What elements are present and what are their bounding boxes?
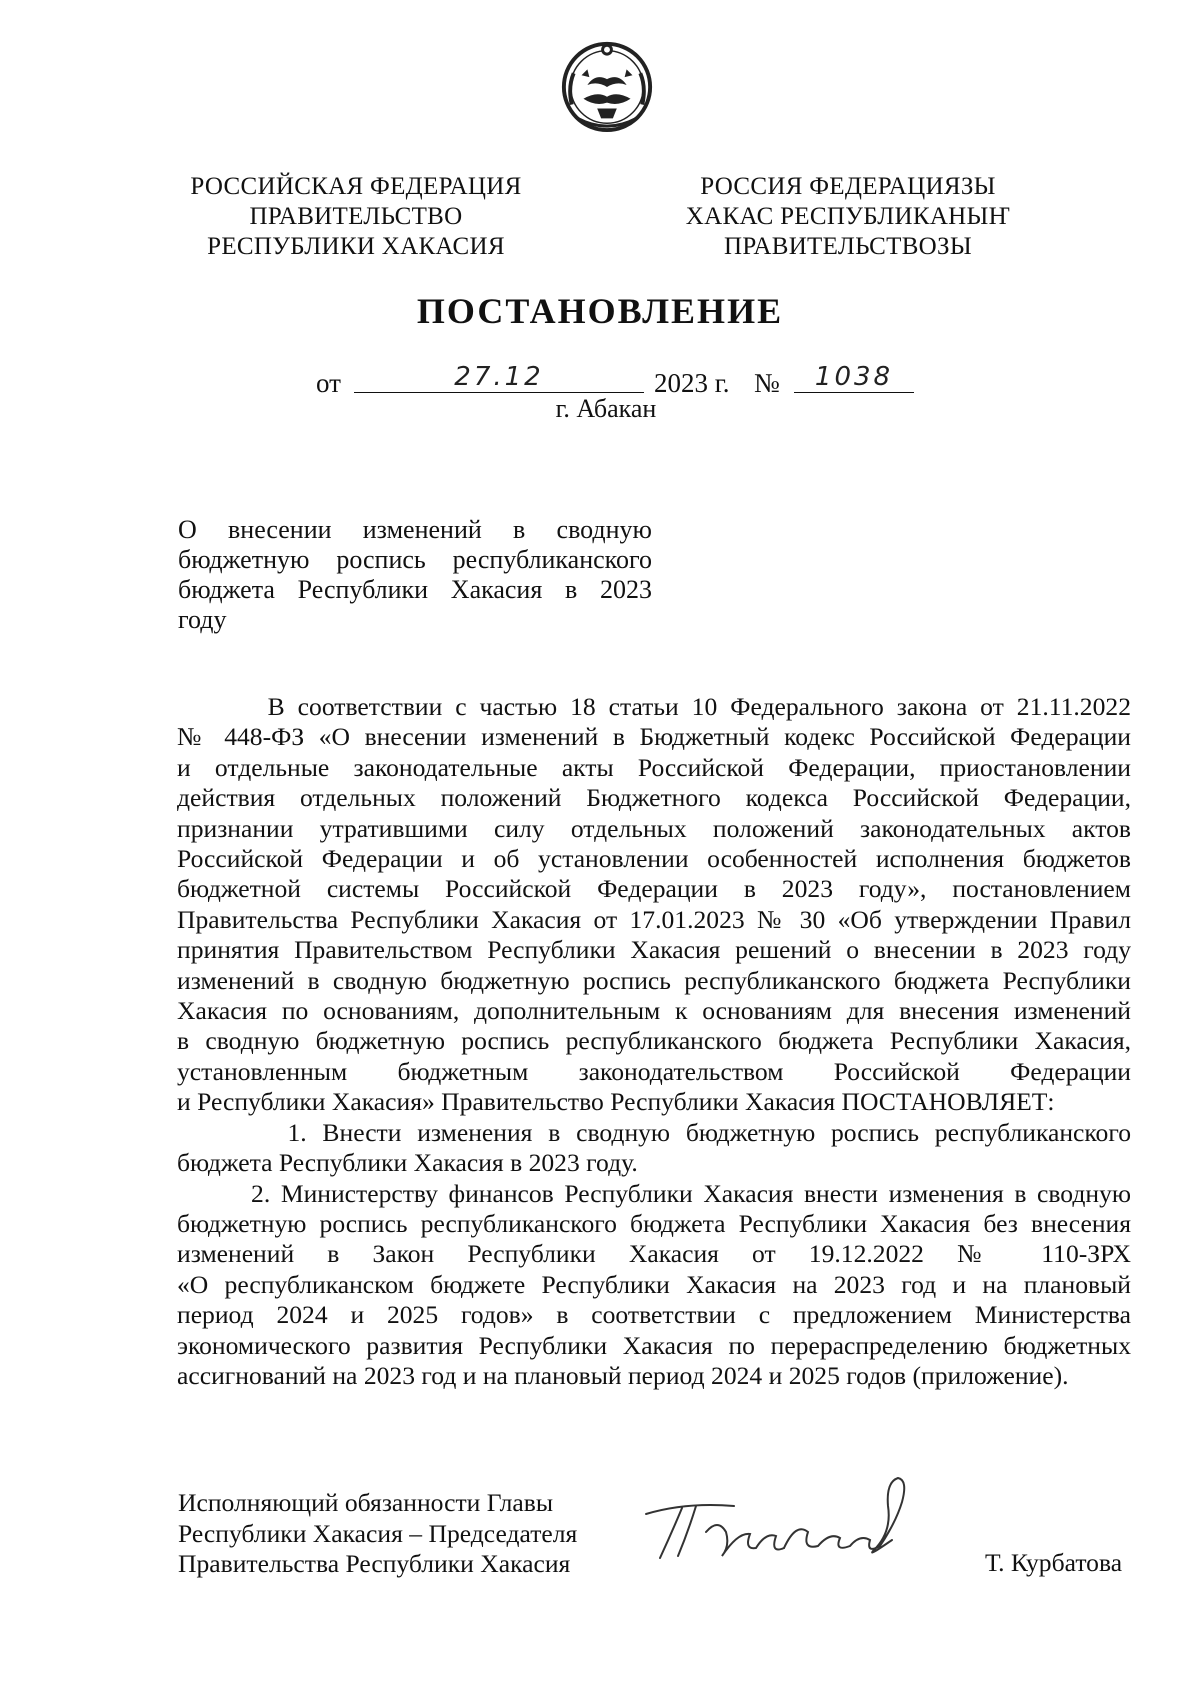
header-line: РЕСПУБЛИКИ ХАКАСИЯ [207, 233, 505, 260]
subject-line: году [178, 605, 227, 634]
text-line: 2. Министерству финансов Республики Хакасия внести изменения в сводную [177, 1178, 1131, 1208]
year-label: 2023 г. [654, 368, 730, 398]
number-label: № [754, 368, 780, 398]
text-line: «О республиканском бюджете Республики Хакасия на 2023 год и на плановый [177, 1269, 1131, 1299]
text-line: № 448-ФЗ «О внесении изменений в Бюджетный кодекс Российской Федерации [177, 722, 1131, 752]
text-line: Правительства Республики Хакасия от 17.01.2023 № 30 «Об утверждении Правил [177, 904, 1131, 934]
header-khakas [638, 172, 1058, 262]
item-1-paragraph [177, 1118, 1131, 1179]
header-line: ПРАВИТЕЛЬСТВОЗЫ [724, 233, 972, 260]
handwritten-signature [626, 1462, 946, 1572]
text-line: период 2024 и 2025 годов» в соответствии с предложением Министерства [177, 1300, 1131, 1330]
text-line: признании утратившими силу отдельных положений законодательных актов [177, 813, 1131, 843]
text-line: Российской Федерации и об установлении особенностей исполнения бюджетов [177, 844, 1131, 874]
text-line: Хакасия по основаниям, дополнительным к основаниям для внесения изменений [177, 996, 1131, 1026]
city-label: г. Абакан [555, 394, 657, 423]
subject-line: бюджета Республики Хакасия в 2023 [178, 575, 652, 604]
header-russian [146, 172, 566, 262]
header-line: РОССИЯ ФЕДЕРАЦИЯЗЫ [700, 173, 996, 200]
document-body [177, 692, 1131, 1391]
text-line: изменений в Закон Республики Хакасия от 19.12.2022 № 110-ЗРХ [177, 1239, 1131, 1269]
text-line: принятия Правительством Республики Хакасия решений о внесении в 2023 году [177, 935, 1131, 965]
position-line: Правительства Республики Хакасия [178, 1549, 571, 1578]
document-type-title: ПОСТАНОВЛЕНИЕ [416, 291, 784, 331]
position-line: Исполняющий обязанности Главы [178, 1488, 554, 1517]
text-line: ассигнований на 2023 год и на плановый период 2024 и 2025 годов (приложение). [177, 1360, 1069, 1390]
text-line: бюджетную роспись республиканского бюджета Республики Хакасия без внесения [177, 1208, 1131, 1238]
signatory-name: Т. Курбатова [985, 1548, 1123, 1577]
text-line: установленным бюджетным законодательством Российской Федерации [177, 1056, 1131, 1086]
text-line: бюджетной системы Российской Федерации в 2023 году», постановлением [177, 874, 1131, 904]
header-line: ХАКАС РЕСПУБЛИКАНЫҤ [685, 203, 1011, 230]
position-line: Республики Хакасия – Председателя [178, 1518, 578, 1548]
text-line: В соответствии с частью 18 статьи 10 Федерального закона от 21.11.2022 [177, 692, 1131, 721]
handwritten-number: 1038 [794, 362, 914, 393]
text-line: экономического развития Республики Хакасия по перераспределению бюджетных [177, 1330, 1131, 1360]
preamble-paragraph [177, 692, 1131, 1118]
subject-line: бюджетную роспись республиканского [178, 545, 652, 574]
text-line: и Республики Хакасия» Правительство Республики Хакасия ПОСТАНОВЛЯЕТ: [177, 1087, 1055, 1117]
signatory-position [178, 1488, 577, 1580]
from-label: от [316, 368, 341, 398]
header-line: ПРАВИТЕЛЬСТВО [249, 203, 463, 230]
text-line: действия отдельных положений Бюджетного кодекса Российской Федерации, [177, 783, 1131, 813]
document-subject [178, 515, 652, 635]
text-line: изменений в сводную бюджетную роспись республиканского бюджета Республики [177, 965, 1131, 995]
header-line: РОССИЙСКАЯ ФЕДЕРАЦИЯ [190, 173, 522, 200]
subject-line: О внесении изменений в сводную [178, 515, 652, 544]
handwritten-date: 27.12 [354, 362, 644, 393]
text-line: в сводную бюджетную роспись республиканского бюджета Республики Хакасия, [177, 1026, 1131, 1056]
coat-of-arms-emblem [558, 36, 656, 134]
text-line: 1. Внести изменения в сводную бюджетную роспись республиканского [177, 1117, 1131, 1147]
text-line: бюджета Республики Хакасия в 2023 году. [177, 1148, 638, 1178]
item-2-paragraph [177, 1179, 1131, 1392]
text-line: и отдельные законодательные акты Российской Федерации, приостановлении [177, 752, 1131, 782]
